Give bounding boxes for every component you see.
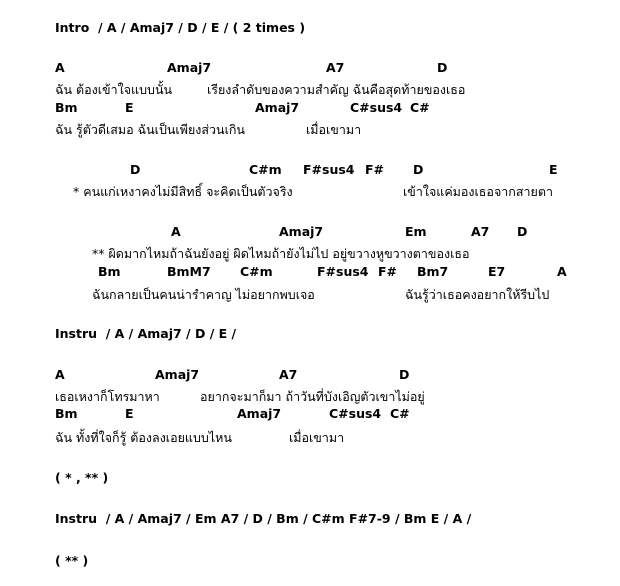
chord: Bm [98,264,121,279]
lyric: เธอเหงาก็โทรมาหา [55,389,160,404]
lyric: ฉัน รู้ตัวดีเสมอ ฉันเป็นเพียงส่วนเกิน [55,122,245,137]
lyric: ฉัน ทั้งที่ใจก็รู้ ต้องลงเอยแบบไหน [55,430,232,445]
chord: F#sus4 [317,264,369,279]
chord: D [399,367,410,382]
chord: A [55,60,65,75]
chord: A7 [326,60,345,75]
repeat-line [0,553,620,571]
chord-line [0,100,620,118]
chord: D [130,162,141,177]
chord: C#m [249,162,282,177]
chord: E7 [488,264,506,279]
repeat-line [0,470,620,488]
lyric-line [0,80,620,98]
chord: C#sus4 [350,100,403,115]
lyric: ** ผิดมากไหมถ้าฉันยังอยู่ ผิดไหมถ้ายังไม่ไป อยู่ขวางหูขวางตาของเธอ [92,246,470,261]
lyric-line [0,244,620,262]
lyric: อยากจะมาก็มา ถ้าวันที่บังเอิญตัวเขาไม่อยู่ [200,389,425,404]
intro-text: Intro / A / Amaj7 / D / E / ( 2 times ) [55,20,306,35]
chord: Bm [55,406,78,421]
chord: D [437,60,448,75]
lyric: เมื่อเขามา [289,430,345,445]
chord-line [0,224,620,242]
lyric-line [0,285,620,303]
chord: C#m [240,264,273,279]
repeat-text: ( ** ) [55,553,89,568]
chord-line [0,60,620,78]
chord: BmM7 [167,264,211,279]
chord-line [0,406,620,424]
chord: C# [390,406,410,421]
lyric: ฉัน ต้องเข้าใจแบบนั้น [55,82,173,97]
chord: Em [405,224,427,239]
lyric-line [0,120,620,138]
instru-text: Instru / A / Amaj7 / Em A7 / D / Bm / C#m F#7-9 / Bm E / A / [55,511,472,526]
chord: F#sus4 [303,162,355,177]
chord: Amaj7 [255,100,300,115]
chord: F# [365,162,385,177]
lyric-line [0,182,620,200]
chord: E [125,406,134,421]
chord: Amaj7 [167,60,212,75]
lyric: เรียงลำดับของความสำคัญ ฉันคือสุดท้ายของเธอ [207,82,466,97]
chord: C# [410,100,430,115]
chord: F# [378,264,398,279]
chord-line [0,264,620,282]
repeat-text: ( * , ** ) [55,470,109,485]
lyric: ฉันกลายเป็นคนน่ารำคาญ ไม่อยากพบเจอ [92,287,315,302]
instru-line [0,511,620,529]
chord: A [55,367,65,382]
instru-text: Instru / A / Amaj7 / D / E / [55,326,237,341]
lyric: * คนแก่เหงาคงไม่มีสิทธิ์ จะคิดเป็นตัวจริง [73,184,293,199]
chord: A7 [279,367,298,382]
chord: E [125,100,134,115]
lyric: เมื่อเขามา [306,122,362,137]
chord: D [517,224,528,239]
chord: E [549,162,558,177]
intro-line [0,20,620,38]
chord: Bm [55,100,78,115]
chord: C#sus4 [329,406,382,421]
instru-line [0,326,620,344]
lyric-line [0,387,620,405]
chord-line [0,367,620,385]
lyric-line [0,428,620,446]
chord: Amaj7 [237,406,282,421]
lyric: เข้าใจแค่มองเธอจากสายตา [403,184,553,199]
chord: A [557,264,567,279]
chord: Bm7 [417,264,449,279]
chord-line [0,162,620,180]
lyric: ฉันรู้ว่าเธอคงอยากให้รีบไป [405,287,550,302]
chord: Amaj7 [155,367,200,382]
chord: Amaj7 [279,224,324,239]
chord: A7 [471,224,490,239]
chord: D [413,162,424,177]
chord: A [171,224,181,239]
